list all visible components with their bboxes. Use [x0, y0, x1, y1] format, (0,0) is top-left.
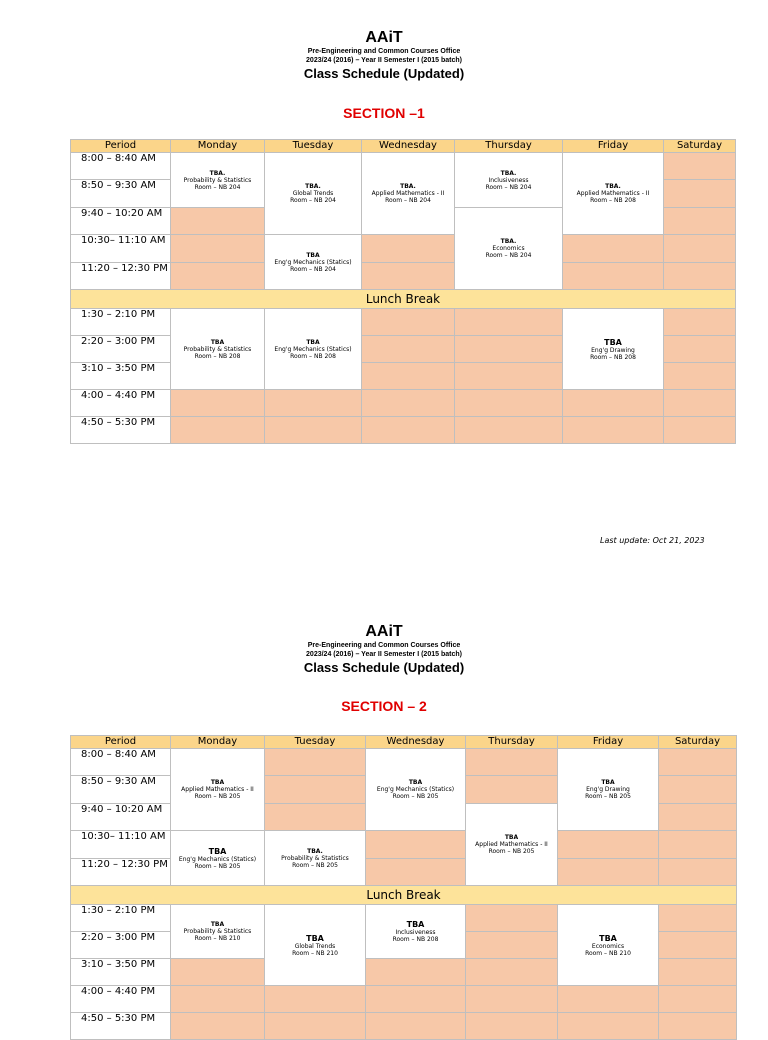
class-code: TBA — [599, 933, 617, 943]
lunch-row — [71, 886, 737, 905]
term-line: 2023/24 (2016) – Year II Semester I (2015 batch) — [306, 57, 462, 64]
empty-cell — [455, 417, 563, 444]
period-cell: 3:10 – 3:50 PM — [71, 363, 171, 390]
empty-cell — [664, 208, 736, 235]
empty-cell — [171, 235, 265, 263]
office-name: Pre-Engineering and Common Courses Office — [307, 48, 461, 55]
col-header: Tuesday — [265, 736, 366, 749]
class-cell — [362, 153, 455, 235]
class-room: Room – NB 205 — [194, 793, 241, 800]
empty-cell — [659, 859, 737, 886]
class-room: Room – NB 208 — [590, 197, 636, 204]
empty-cell — [659, 932, 737, 959]
class-course: Eng'g Mechanics (Statics) — [376, 786, 455, 793]
class-code: TBA. — [307, 847, 323, 855]
class-room: Room – NB 204 — [485, 252, 532, 259]
class-course: Eng'g Drawing — [586, 786, 630, 793]
col-header: Saturday — [664, 140, 736, 153]
period-cell: 2:20 – 3:00 PM — [71, 336, 171, 363]
table-row — [71, 263, 736, 290]
period-cell: 4:50 – 5:30 PM — [71, 417, 171, 444]
empty-cell — [366, 1013, 466, 1040]
period-cell: 3:10 – 3:50 PM — [71, 959, 171, 986]
empty-cell — [558, 1013, 659, 1040]
empty-cell — [664, 263, 736, 290]
class-code: TBA — [406, 920, 425, 929]
col-header: Friday — [558, 736, 659, 749]
class-code: TBA. — [400, 183, 416, 190]
lunch-row — [71, 290, 736, 309]
section1-schedule-table — [70, 139, 736, 444]
class-course: Probability & Statistics — [183, 345, 252, 353]
table-row — [71, 831, 737, 859]
empty-cell — [466, 905, 558, 932]
empty-cell — [563, 390, 664, 417]
class-course: Probability & Statistics — [183, 176, 252, 184]
empty-cell — [362, 309, 455, 336]
class-course: Global Trends — [294, 942, 336, 950]
class-cell — [366, 749, 466, 831]
empty-cell — [659, 804, 737, 831]
empty-cell — [362, 390, 455, 417]
class-code: TBA — [504, 834, 519, 841]
empty-cell — [362, 417, 455, 444]
class-code: TBA — [210, 921, 225, 928]
empty-cell — [664, 390, 736, 417]
period-cell: 8:50 – 9:30 AM — [71, 776, 171, 804]
empty-cell — [664, 180, 736, 208]
empty-cell — [659, 959, 737, 986]
empty-cell — [558, 831, 659, 859]
empty-cell — [659, 905, 737, 932]
class-code: TBA — [306, 251, 320, 259]
class-course: Economics — [591, 942, 625, 950]
period-cell: 2:20 – 3:00 PM — [71, 932, 171, 959]
empty-cell — [455, 363, 563, 390]
period-cell: 4:00 – 4:40 PM — [71, 390, 171, 417]
empty-cell — [466, 1013, 558, 1040]
class-room: Room – NB 210 — [194, 935, 241, 942]
section2-schedule-table — [70, 735, 737, 1040]
class-course: Probability & Statistics — [183, 928, 252, 935]
col-header: Period — [71, 140, 171, 153]
empty-cell — [664, 309, 736, 336]
empty-cell — [558, 859, 659, 886]
period-cell: 10:30– 11:10 AM — [71, 235, 171, 263]
class-course: Applied Mathematics - II — [576, 190, 650, 197]
office-name: Pre-Engineering and Common Courses Office — [307, 642, 461, 649]
class-room: Room – NB 205 — [392, 793, 439, 800]
class-code: TBA — [210, 338, 225, 346]
empty-cell — [659, 749, 737, 776]
col-header: Thursday — [466, 736, 558, 749]
schedule-title: Class Schedule (Updated) — [303, 660, 465, 675]
period-cell: 9:40 – 10:20 AM — [71, 208, 171, 235]
class-course: Inclusiveness — [395, 929, 436, 936]
class-room: Room – NB 204 — [385, 197, 431, 204]
section2-header — [0, 623, 768, 675]
table-row — [71, 905, 737, 932]
class-code: TBA. — [605, 183, 621, 190]
class-cell — [455, 153, 563, 208]
class-room: Room – NB 205 — [194, 862, 241, 870]
class-room: Room – NB 204 — [485, 183, 532, 191]
empty-cell — [265, 804, 366, 831]
empty-cell — [366, 959, 466, 986]
period-cell: 9:40 – 10:20 AM — [71, 804, 171, 831]
class-room: Room – NB 205 — [585, 793, 631, 800]
period-cell: 8:00 – 8:40 AM — [71, 153, 171, 180]
term-line: 2023/24 (2016) – Year II Semester I (2015 batch) — [306, 651, 462, 658]
empty-cell — [563, 235, 664, 263]
class-code: TBA. — [209, 169, 226, 177]
section2-title: SECTION – 2 — [341, 698, 427, 714]
class-room: Room – NB 204 — [290, 265, 336, 273]
class-cell — [171, 905, 265, 959]
last-update: Last update: Oct 21, 2023 — [600, 536, 705, 545]
class-code: TBA. — [305, 183, 321, 190]
lunch-break: Lunch Break — [71, 290, 736, 309]
empty-cell — [664, 153, 736, 180]
institute-title: AAiT — [365, 623, 403, 640]
empty-cell — [455, 336, 563, 363]
schedule-title: Class Schedule (Updated) — [303, 66, 465, 81]
class-code: TBA — [408, 779, 423, 786]
class-course: Global Trends — [292, 190, 334, 197]
table-header-row — [71, 736, 737, 749]
empty-cell — [362, 235, 455, 263]
period-cell: 1:30 – 2:10 PM — [71, 309, 171, 336]
class-cell — [558, 749, 659, 831]
class-course: Applied Mathematics - II — [371, 190, 445, 197]
class-cell — [558, 905, 659, 986]
empty-cell — [466, 986, 558, 1013]
class-code: TBA. — [500, 238, 517, 245]
empty-cell — [466, 932, 558, 959]
class-cell — [171, 309, 265, 390]
class-room: Room – NB 208 — [590, 353, 636, 361]
class-code: TBA — [208, 846, 227, 856]
period-cell: 8:00 – 8:40 AM — [71, 749, 171, 776]
table-row — [71, 859, 737, 886]
empty-cell — [466, 959, 558, 986]
class-code: TBA — [601, 779, 615, 786]
empty-cell — [171, 1013, 265, 1040]
col-header: Friday — [563, 140, 664, 153]
empty-cell — [659, 831, 737, 859]
class-code: TBA — [210, 779, 225, 786]
class-cell — [265, 153, 362, 235]
col-header: Monday — [171, 736, 265, 749]
table-row — [71, 309, 736, 336]
empty-cell — [664, 417, 736, 444]
class-room: Room – NB 210 — [585, 949, 631, 957]
empty-cell — [265, 986, 366, 1013]
table-row — [71, 235, 736, 263]
empty-cell — [366, 859, 466, 886]
class-cell — [171, 749, 265, 831]
class-course: Inclusiveness — [488, 176, 529, 184]
class-room: Room – NB 204 — [194, 183, 241, 191]
empty-cell — [558, 986, 659, 1013]
empty-cell — [362, 336, 455, 363]
table-row — [71, 986, 737, 1013]
col-header: Monday — [171, 140, 265, 153]
empty-cell — [171, 417, 265, 444]
class-cell — [265, 831, 366, 886]
empty-cell — [362, 263, 455, 290]
empty-cell — [664, 235, 736, 263]
class-room: Room – NB 210 — [292, 949, 338, 957]
empty-cell — [659, 1013, 737, 1040]
class-course: Applied Mathematics - II — [181, 786, 254, 793]
class-room: Room – NB 205 — [488, 848, 535, 855]
col-header: Wednesday — [362, 140, 455, 153]
empty-cell — [366, 986, 466, 1013]
section1-title: SECTION –1 — [343, 105, 425, 121]
class-room: Room – NB 204 — [290, 197, 336, 204]
empty-cell — [466, 749, 558, 776]
empty-cell — [563, 263, 664, 290]
table-header-row — [71, 140, 736, 153]
class-cell — [366, 905, 466, 959]
class-room: Room – NB 208 — [194, 352, 241, 360]
empty-cell — [265, 749, 366, 776]
institute-title: AAiT — [365, 29, 403, 46]
col-header: Thursday — [455, 140, 563, 153]
class-code: TBA. — [500, 169, 517, 177]
class-cell — [466, 804, 558, 886]
empty-cell — [265, 417, 362, 444]
period-cell: 11:20 – 12:30 PM — [71, 859, 171, 886]
empty-cell — [366, 831, 466, 859]
empty-cell — [563, 417, 664, 444]
empty-cell — [659, 776, 737, 804]
class-room: Room – NB 205 — [292, 861, 338, 869]
empty-cell — [362, 363, 455, 390]
col-header: Wednesday — [366, 736, 466, 749]
col-header: Period — [71, 736, 171, 749]
empty-cell — [171, 263, 265, 290]
empty-cell — [455, 309, 563, 336]
class-course: Probability & Statistics — [281, 854, 349, 862]
class-room: Room – NB 208 — [392, 936, 439, 943]
class-course: Eng'g Mechanics (Statics) — [274, 258, 352, 266]
empty-cell — [171, 986, 265, 1013]
class-course: Eng'g Mechanics (Statics) — [274, 345, 352, 353]
section1-header — [0, 29, 768, 81]
period-cell: 1:30 – 2:10 PM — [71, 905, 171, 932]
class-cell — [455, 208, 563, 290]
class-cell — [171, 153, 265, 208]
empty-cell — [265, 776, 366, 804]
period-cell: 11:20 – 12:30 PM — [71, 263, 171, 290]
empty-cell — [664, 336, 736, 363]
class-course: Eng'g Drawing — [591, 346, 635, 354]
empty-cell — [171, 959, 265, 986]
table-row — [71, 1013, 737, 1040]
class-code: TBA — [306, 338, 320, 346]
empty-cell — [265, 390, 362, 417]
class-course: Applied Mathematics - II — [475, 841, 548, 848]
class-cell — [171, 831, 265, 886]
class-cell — [265, 235, 362, 290]
empty-cell — [265, 1013, 366, 1040]
table-row — [71, 417, 736, 444]
table-row — [71, 153, 736, 180]
class-cell — [265, 905, 366, 986]
class-course: Economics — [492, 245, 525, 252]
period-cell: 8:50 – 9:30 AM — [71, 180, 171, 208]
empty-cell — [659, 986, 737, 1013]
class-cell — [265, 309, 362, 390]
empty-cell — [466, 776, 558, 804]
empty-cell — [171, 208, 265, 235]
class-code: TBA — [306, 933, 324, 943]
class-code: TBA — [604, 337, 622, 347]
class-cell — [563, 153, 664, 235]
period-cell: 4:50 – 5:30 PM — [71, 1013, 171, 1040]
empty-cell — [664, 363, 736, 390]
class-cell — [563, 309, 664, 390]
col-header: Tuesday — [265, 140, 362, 153]
empty-cell — [171, 390, 265, 417]
period-cell: 10:30– 11:10 AM — [71, 831, 171, 859]
class-room: Room – NB 208 — [290, 352, 336, 360]
period-cell: 4:00 – 4:40 PM — [71, 986, 171, 1013]
lunch-break: Lunch Break — [71, 886, 737, 905]
table-row — [71, 749, 737, 776]
empty-cell — [455, 390, 563, 417]
col-header: Saturday — [659, 736, 737, 749]
class-course: Eng'g Mechanics (Statics) — [178, 855, 257, 863]
table-row — [71, 390, 736, 417]
